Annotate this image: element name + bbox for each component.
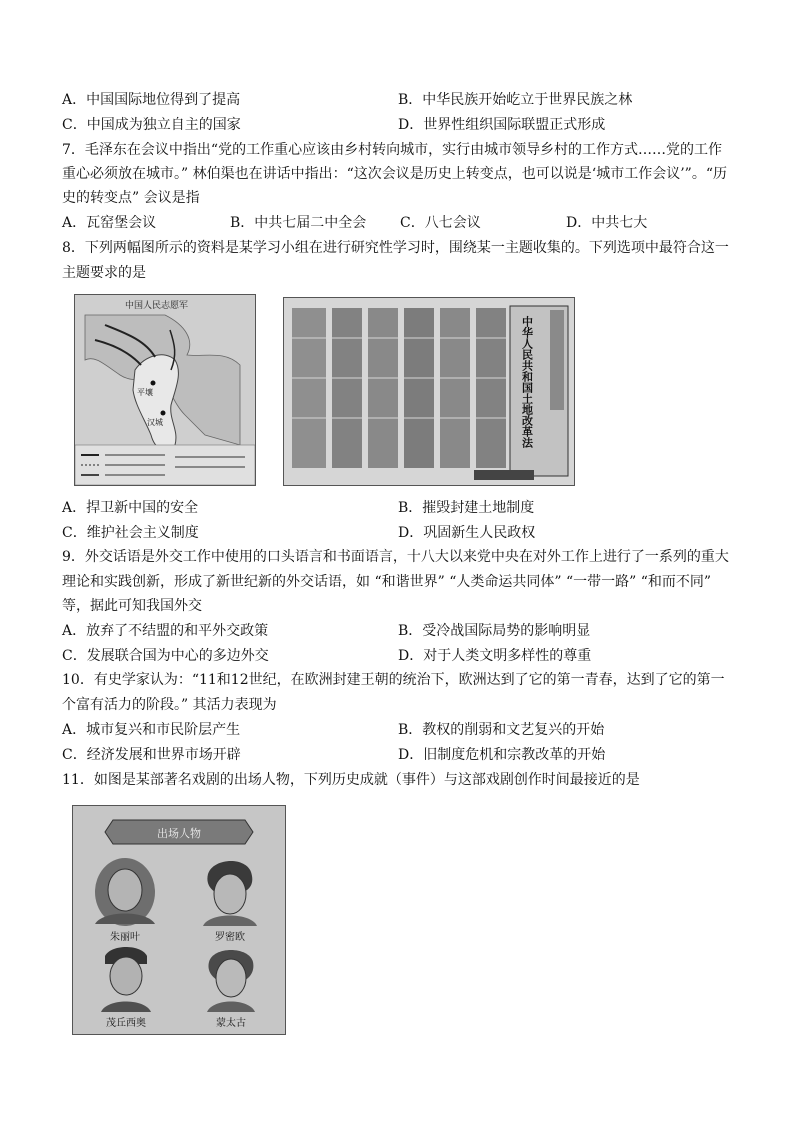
q6-option-a[interactable]: A．中国国际地位得到了提高 (62, 92, 241, 108)
q8-stem-line-2: 主题要求的是 (62, 265, 146, 281)
q9-option-b[interactable]: B．受冷战国际局势的影响明显 (398, 623, 591, 639)
q6-option-d[interactable]: D．世界性组织国际联盟正式形成 (398, 117, 606, 133)
q9-option-c[interactable]: C．发展联合国为中心的多边外交 (62, 648, 269, 664)
newspaper-headline: 中华人民共和国土地改革法 (520, 316, 534, 448)
q6-option-b[interactable]: B．中华民族开始屹立于世界民族之林 (398, 92, 633, 108)
q7-stem-line-2: 重心必须放在城市。” 林伯渠也在讲话中指出：“这次会议是历史上转变点，也可以说是‘城市工作会议’”。“历 (62, 166, 727, 182)
characters-banner: 出场人物 (157, 827, 201, 840)
map-place-2: 汉城 (147, 418, 163, 427)
character-label-4: 蒙太古 (216, 1018, 246, 1029)
drama-characters-image (72, 805, 286, 1035)
q10-option-a[interactable]: A．城市复兴和市民阶层产生 (62, 722, 241, 738)
q10-option-b[interactable]: B．教权的削弱和文艺复兴的开始 (398, 722, 605, 738)
q11-stem-line-1: 11．如图是某部著名戏剧的出场人物，下列历史成就（事件）与这部戏剧创作时间最接近的是 (62, 772, 640, 788)
q9-stem-line-1: 9．外交话语是外交工作中使用的口头语言和书面语言，十八大以来党中央在对外工作上进行了一系列的重大 (62, 549, 729, 565)
q7-option-a[interactable]: A．瓦窑堡会议 (62, 215, 157, 231)
character-label-2: 罗密欧 (215, 932, 245, 943)
q8-option-d[interactable]: D．巩固新生人民政权 (398, 525, 536, 541)
q10-stem-line-2: 个富有活力的阶段。” 其活力表现为 (62, 697, 277, 713)
q8-option-a[interactable]: A．捍卫新中国的安全 (62, 500, 199, 516)
q9-stem-line-3: 等，据此可知我国外交 (62, 598, 202, 614)
character-label-3: 茂丘西奥 (106, 1018, 146, 1029)
q8-option-c[interactable]: C．维护社会主义制度 (62, 525, 199, 541)
character-juliet-portrait (95, 858, 155, 926)
q7-option-b[interactable]: B．中共七届二中全会 (230, 215, 367, 231)
map-title: 中国人民志愿军 (125, 301, 189, 311)
q7-stem-line-3: 史的转变点” 会议是指 (62, 190, 200, 206)
q9-option-d[interactable]: D．对于人类文明多样性的尊重 (398, 648, 592, 664)
q6-option-c[interactable]: C．中国成为独立自主的国家 (62, 117, 241, 133)
q9-stem-line-2: 理论和实践创新，形成了新世纪新的外交话语，如 “和谐世界” “人类命运共同体” “一带一路” “和而不同” (62, 574, 712, 590)
q10-option-c[interactable]: C．经济发展和世界市场开辟 (62, 747, 241, 763)
map-place-1: 平壤 (137, 388, 153, 397)
land-reform-newspaper (283, 297, 575, 486)
q10-stem-line-1: 10．有史学家认为：“11和12世纪，在欧洲封建王朝的统治下，欧洲达到了它的第一青春，达到了它的第一 (62, 672, 725, 688)
q9-option-a[interactable]: A．放弃了不结盟的和平外交政策 (62, 623, 269, 639)
q7-stem-line-1: 7．毛泽东在会议中指出“党的工作重心应该由乡村转向城市，实行由城市领导乡村的工作方式……党的工作 (62, 142, 723, 158)
q8-option-b[interactable]: B．摧毁封建土地制度 (398, 500, 535, 516)
q8-stem-line-1: 8．下列两幅图所示的资料是某学习小组在进行研究性学习时，围绕某一主题收集的。下列选项中最符合这一 (62, 240, 729, 256)
q7-option-d[interactable]: D．中共七大 (566, 215, 648, 231)
korean-war-map (74, 294, 256, 486)
character-label-1: 朱丽叶 (110, 932, 140, 943)
q10-option-d[interactable]: D．旧制度危机和宗教改革的开始 (398, 747, 606, 763)
q7-option-c[interactable]: C．八七会议 (400, 215, 481, 231)
